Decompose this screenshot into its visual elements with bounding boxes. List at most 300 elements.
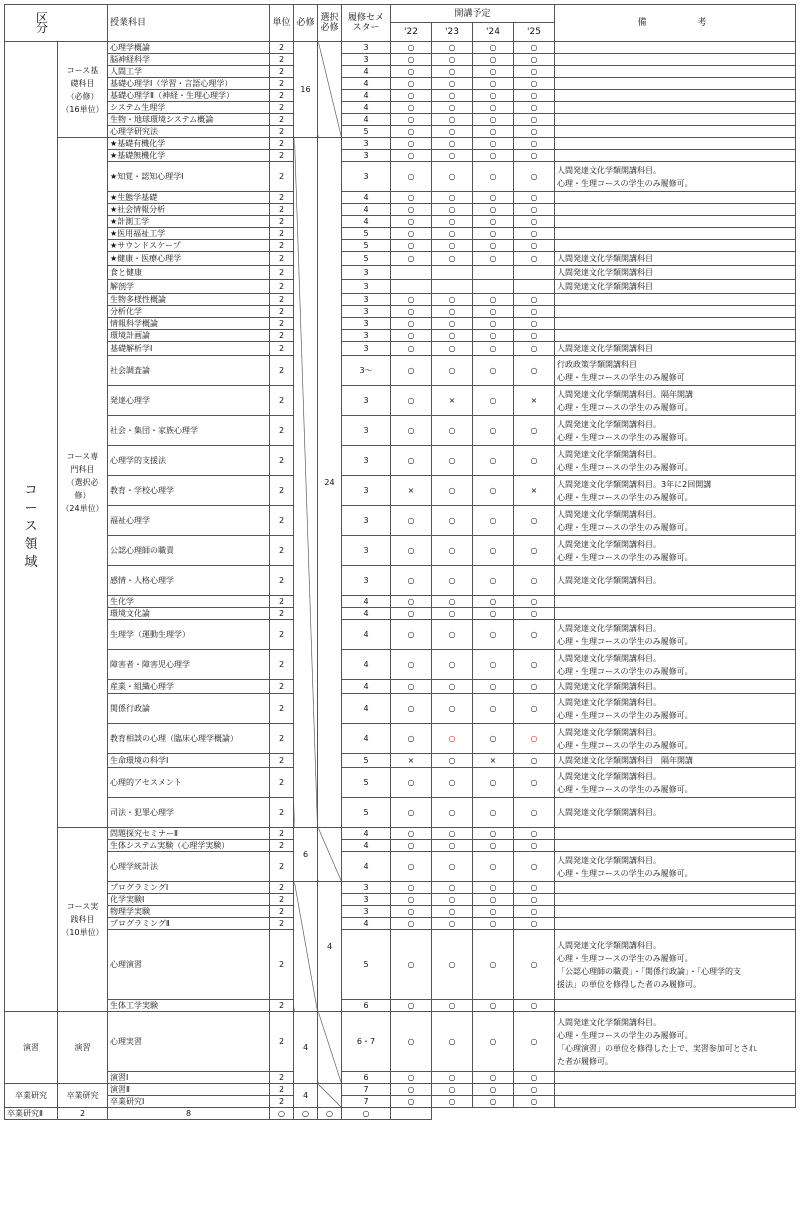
subject-remarks: 人間発達文化学類開講科目 [555,266,796,280]
subject-name: 卒業研究Ⅰ [108,1096,270,1108]
schedule-mark: ○ [473,768,514,798]
header-year: '25 [514,23,555,42]
table-row [5,42,796,54]
subject-name: 生体システム実験（心理学実験） [108,840,270,852]
table-row [5,694,796,724]
subject-units: 2 [270,318,294,330]
schedule-mark: ○ [514,192,555,204]
subject-remarks [555,918,796,930]
table-row [5,386,796,416]
subject-semester: 6 [342,1072,391,1084]
subject-semester: 3 [342,446,391,476]
subject-semester: 3 [342,416,391,446]
schedule-mark: ○ [391,1084,432,1096]
subject-semester: 3 [342,318,391,330]
schedule-mark: ○ [432,1096,473,1108]
subject-semester: 4 [342,216,391,228]
schedule-mark: ○ [391,54,432,66]
schedule-mark: ○ [432,240,473,252]
schedule-mark: ○ [514,650,555,680]
schedule-mark: ○ [391,694,432,724]
schedule-mark: ○ [473,566,514,596]
subject-name: 心理実習 [108,1012,270,1072]
subject-units: 2 [270,280,294,294]
schedule-mark: ○ [391,768,432,798]
subject-semester: 5 [342,768,391,798]
subject-remarks: 人間発達文化学類開講科目。 心理・生理コースの学生のみ履修可。 [555,694,796,724]
thesis-area: 卒業研究 [5,1084,58,1108]
subject-name: ★社会情報分析 [108,204,270,216]
schedule-mark: ○ [432,680,473,694]
subject-name: 問題探究セミナーⅡ [108,828,270,840]
schedule-mark: ○ [514,724,555,754]
table-row [5,356,796,386]
major-elective-units: 24 [318,138,342,828]
practice-required-units: 6 [294,828,318,882]
subject-units: 2 [270,54,294,66]
subject-units: 2 [270,1012,294,1072]
subject-name: 演習Ⅰ [108,1072,270,1084]
header-units: 単位 [270,5,294,42]
schedule-mark: ○ [391,840,432,852]
schedule-mark: ○ [391,680,432,694]
schedule-mark: ○ [514,906,555,918]
subject-remarks: 人間発達文化学類開講科目 [555,342,796,356]
schedule-mark: ○ [473,114,514,126]
schedule-mark: ○ [294,1108,318,1120]
subject-units: 2 [270,1096,294,1108]
subject-semester: 3 [342,306,391,318]
schedule-mark: × [432,386,473,416]
subject-name: 解剖学 [108,280,270,294]
table-row [5,266,796,280]
subject-units: 2 [270,680,294,694]
subject-units: 2 [270,930,294,1000]
schedule-mark: ○ [432,476,473,506]
schedule-mark: ○ [514,754,555,768]
subject-remarks: 人間発達文化学類開講科目。 心理・生理コースの学生のみ履修可。 [555,506,796,536]
subject-name: 卒業研究Ⅱ [5,1108,58,1120]
schedule-mark: ○ [473,1012,514,1072]
schedule-mark: ○ [473,228,514,240]
subject-semester: 5 [342,754,391,768]
schedule-mark: ○ [514,566,555,596]
subject-units: 2 [270,66,294,78]
table-row [5,476,796,506]
schedule-mark: ○ [473,306,514,318]
schedule-mark: ○ [391,228,432,240]
schedule-mark: ○ [514,150,555,162]
subject-remarks: 人間発達文化学類開講科目。 心理・生理コースの学生のみ履修可。 [555,620,796,650]
table-row [5,330,796,342]
subject-semester: 4 [342,114,391,126]
subject-remarks [555,66,796,78]
subject-semester: 3 [342,476,391,506]
schedule-mark: ○ [473,1084,514,1096]
schedule-mark: ○ [391,162,432,192]
subject-name: 公認心理師の職責 [108,536,270,566]
subject-name: 生理学（運動生理学） [108,620,270,650]
table-row [5,882,796,894]
table-row [5,162,796,192]
schedule-mark: ○ [391,596,432,608]
schedule-mark: ○ [432,306,473,318]
subject-units: 2 [270,266,294,280]
schedule-mark: ○ [391,620,432,650]
schedule-mark: ○ [432,1012,473,1072]
table-row [5,306,796,318]
subject-remarks [555,42,796,54]
schedule-mark: ○ [473,798,514,828]
schedule-mark: ○ [514,798,555,828]
subject-units: 2 [270,608,294,620]
schedule-mark: ○ [391,918,432,930]
schedule-mark: ○ [514,894,555,906]
schedule-mark: ○ [473,476,514,506]
schedule-mark: ○ [514,114,555,126]
schedule-mark: ○ [391,536,432,566]
schedule-mark: ○ [473,318,514,330]
schedule-mark: ○ [514,162,555,192]
subject-semester: 3 [342,386,391,416]
schedule-mark: ○ [432,54,473,66]
schedule-mark: ○ [391,446,432,476]
schedule-mark: ○ [514,306,555,318]
table-row [5,650,796,680]
subject-name: プログラミングⅡ [108,918,270,930]
subject-name: 司法・犯罪心理学 [108,798,270,828]
schedule-mark: ○ [432,216,473,228]
subject-remarks [555,192,796,204]
subject-remarks [555,330,796,342]
schedule-mark [473,266,514,280]
schedule-mark: ○ [391,216,432,228]
schedule-mark: ○ [432,416,473,446]
subject-remarks [555,1096,796,1108]
subject-name: 心理学的支援法 [108,446,270,476]
subject-name: 心理学研究法 [108,126,270,138]
schedule-mark: ○ [473,840,514,852]
subject-units: 2 [270,306,294,318]
subject-units: 2 [270,1000,294,1012]
practice-required-slash [294,882,318,1012]
schedule-mark [514,280,555,294]
schedule-mark: ○ [473,342,514,356]
subject-remarks [555,882,796,894]
header-required: 必修 [294,5,318,42]
schedule-mark: ○ [514,1096,555,1108]
schedule-mark: ○ [391,66,432,78]
schedule-mark: ○ [391,386,432,416]
schedule-mark: ○ [473,918,514,930]
schedule-mark: ○ [473,66,514,78]
subject-remarks [555,608,796,620]
subject-remarks: 人間発達文化学類開講科目。 心理・生理コースの学生のみ履修可。 [555,162,796,192]
subject-semester: 5 [342,126,391,138]
schedule-mark: ○ [391,192,432,204]
schedule-mark: ○ [432,620,473,650]
table-row [5,930,796,1000]
schedule-mark: ○ [432,252,473,266]
subject-units: 2 [270,754,294,768]
subject-name: ★基礎有機化学 [108,138,270,150]
thesis-elective-slash [318,1084,342,1108]
subject-name: システム生理学 [108,102,270,114]
subject-name: 社会調査論 [108,356,270,386]
subject-units: 2 [270,828,294,840]
subject-units: 2 [270,126,294,138]
header-year: '22 [391,23,432,42]
basic-elective-slash [318,42,342,138]
schedule-mark: ○ [391,798,432,828]
schedule-mark: ○ [473,930,514,1000]
group-label-seminar: 演習 [58,1012,108,1084]
subject-name: ★知覚・認知心理学Ⅰ [108,162,270,192]
schedule-mark: ○ [432,596,473,608]
subject-name: 教育・学校心理学 [108,476,270,506]
subject-remarks: 人間発達文化学類開講科目。隔年開講 心理・生理コースの学生のみ履修可。 [555,386,796,416]
schedule-mark: ○ [432,150,473,162]
subject-semester: 4 [342,596,391,608]
subject-remarks [555,1072,796,1084]
subject-semester: 3 [342,906,391,918]
subject-semester: 4 [342,90,391,102]
basic-required-units: 16 [294,42,318,138]
schedule-mark: ○ [473,204,514,216]
subject-remarks: 人間発達文化学類開講科目。 心理・生理コースの学生のみ履修可。 [555,768,796,798]
subject-semester: 3 [342,294,391,306]
table-row [5,66,796,78]
subject-semester: 4 [342,620,391,650]
schedule-mark: ○ [514,506,555,536]
table-row [5,228,796,240]
header-semester: 履修セメ スター [342,5,391,42]
table-row [5,828,796,840]
schedule-mark: ○ [432,918,473,930]
schedule-mark: ○ [514,680,555,694]
group-label-thesis: 卒業研究 [58,1084,108,1108]
schedule-mark: ○ [432,768,473,798]
schedule-mark: ○ [391,828,432,840]
schedule-mark: ○ [514,596,555,608]
subject-name: 人間工学 [108,66,270,78]
table-row [5,1000,796,1012]
table-row [5,506,796,536]
subject-remarks [555,78,796,90]
curriculum-table [4,4,796,1120]
subject-semester: 3 [342,882,391,894]
subject-remarks: 人間発達文化学類開講科目。 [555,566,796,596]
subject-remarks [555,216,796,228]
table-row [5,894,796,906]
schedule-mark: ○ [391,608,432,620]
subject-units: 2 [270,416,294,446]
schedule-mark: ○ [514,852,555,882]
subject-name: 関係行政論 [108,694,270,724]
schedule-mark: ○ [432,930,473,1000]
subject-remarks: 人間発達文化学類開講科目。 心理・生理コースの学生のみ履修可。 「公認心理師の職責」・「関係行政論」・「心理学的支 援法」の単位を修得した者のみ履修可。 [555,930,796,1000]
schedule-mark: ○ [473,680,514,694]
subject-semester: 4 [342,78,391,90]
schedule-mark: ○ [391,342,432,356]
subject-units: 2 [270,906,294,918]
table-row [5,204,796,216]
schedule-mark: ○ [391,318,432,330]
table-row [5,138,796,150]
table-row [5,906,796,918]
schedule-mark: ○ [432,192,473,204]
table-row [5,192,796,204]
subject-remarks [555,318,796,330]
schedule-mark: ○ [514,356,555,386]
subject-name: 産業・組織心理学 [108,680,270,694]
subject-remarks [555,828,796,840]
subject-units: 2 [270,78,294,90]
subject-semester: 6 [342,1000,391,1012]
schedule-mark: ○ [432,536,473,566]
subject-semester: 4 [342,694,391,724]
schedule-mark: ○ [473,356,514,386]
schedule-mark: ○ [514,318,555,330]
schedule-mark: ○ [514,90,555,102]
seminar-required-units: 4 [294,1012,318,1084]
schedule-mark: ○ [391,882,432,894]
subject-units: 2 [270,768,294,798]
schedule-mark: ○ [473,294,514,306]
schedule-mark: ○ [391,240,432,252]
schedule-mark: ○ [473,536,514,566]
schedule-mark: ○ [432,506,473,536]
schedule-mark: ○ [514,342,555,356]
table-row [5,416,796,446]
schedule-mark: ○ [432,330,473,342]
group-label-major: コース専 門科目 （選択必 修） （24単位） [58,138,108,828]
table-row [5,78,796,90]
schedule-mark: ○ [473,852,514,882]
subject-semester: 3 [342,330,391,342]
subject-name: ★医用福祉工学 [108,228,270,240]
header-elective-required: 選択 必修 [318,5,342,42]
schedule-mark: ○ [514,204,555,216]
schedule-mark: ○ [514,930,555,1000]
schedule-mark: ○ [432,204,473,216]
subject-semester: 5 [342,252,391,266]
subject-name: 基礎心理学Ⅱ（神経・生理心理学） [108,90,270,102]
subject-units: 2 [270,852,294,882]
subject-semester: 4 [342,724,391,754]
subject-name: 生体工学実験 [108,1000,270,1012]
schedule-mark: ○ [432,102,473,114]
subject-name: ★生態学基礎 [108,192,270,204]
table-row [5,536,796,566]
schedule-mark: ○ [473,240,514,252]
schedule-mark: ○ [391,78,432,90]
schedule-mark: ○ [473,1096,514,1108]
schedule-mark: × [391,476,432,506]
schedule-mark: ○ [432,294,473,306]
schedule-mark: ○ [473,102,514,114]
area-label [5,42,58,1012]
schedule-mark: ○ [514,536,555,566]
schedule-mark [473,280,514,294]
schedule-mark: ○ [514,126,555,138]
schedule-mark: ○ [473,882,514,894]
subject-units: 2 [270,42,294,54]
schedule-mark: ○ [391,102,432,114]
schedule-mark: ○ [391,126,432,138]
schedule-mark: ○ [473,596,514,608]
subject-units: 2 [270,724,294,754]
table-row [5,216,796,228]
schedule-mark: ○ [432,78,473,90]
subject-remarks [555,90,796,102]
subject-remarks: 人間発達文化学類開講科目 [555,252,796,266]
subject-semester: 4 [342,650,391,680]
subject-units: 2 [270,228,294,240]
subject-name: 心理学概論 [108,42,270,54]
schedule-mark: ○ [391,252,432,266]
subject-remarks [555,1084,796,1096]
subject-units: 2 [270,204,294,216]
subject-semester: 3 [342,138,391,150]
schedule-mark: × [514,386,555,416]
table-row [5,1072,796,1084]
subject-remarks [555,906,796,918]
table-row [5,1096,796,1108]
header-remarks: 備 考 [555,5,796,42]
schedule-mark [391,280,432,294]
schedule-mark: ○ [514,78,555,90]
schedule-mark [391,266,432,280]
table-row [5,852,796,882]
schedule-mark: ○ [514,42,555,54]
seminar-elective-slash [318,1012,342,1084]
schedule-mark: ○ [391,650,432,680]
subject-semester: 3 [342,342,391,356]
subject-semester: 3～ [342,356,391,386]
subject-units: 2 [270,294,294,306]
subject-name: 生命環境の科学Ⅰ [108,754,270,768]
schedule-mark: ○ [432,90,473,102]
schedule-mark: ○ [514,1000,555,1012]
schedule-mark: ○ [514,66,555,78]
schedule-mark: ○ [432,906,473,918]
schedule-mark: ○ [473,906,514,918]
schedule-mark: ○ [514,330,555,342]
schedule-mark: × [391,754,432,768]
subject-name: 感情・人格心理学 [108,566,270,596]
subject-units: 2 [270,356,294,386]
subject-name: ★健康・医療心理学 [108,252,270,266]
schedule-mark: × [473,754,514,768]
subject-units: 2 [270,918,294,930]
subject-remarks [555,204,796,216]
schedule-mark: ○ [473,446,514,476]
subject-units: 2 [270,620,294,650]
schedule-mark [514,266,555,280]
subject-remarks: 人間発達文化学類開講科目。 心理・生理コースの学生のみ履修可。 [555,416,796,446]
subject-name: 障害者・障害児心理学 [108,650,270,680]
subject-name: ★計測工学 [108,216,270,228]
table-row [5,768,796,798]
subject-units: 2 [270,240,294,252]
schedule-mark: ○ [432,162,473,192]
schedule-mark: ○ [514,882,555,894]
schedule-mark: ○ [514,1012,555,1072]
table-row [5,596,796,608]
subject-remarks [555,840,796,852]
table-row [5,54,796,66]
